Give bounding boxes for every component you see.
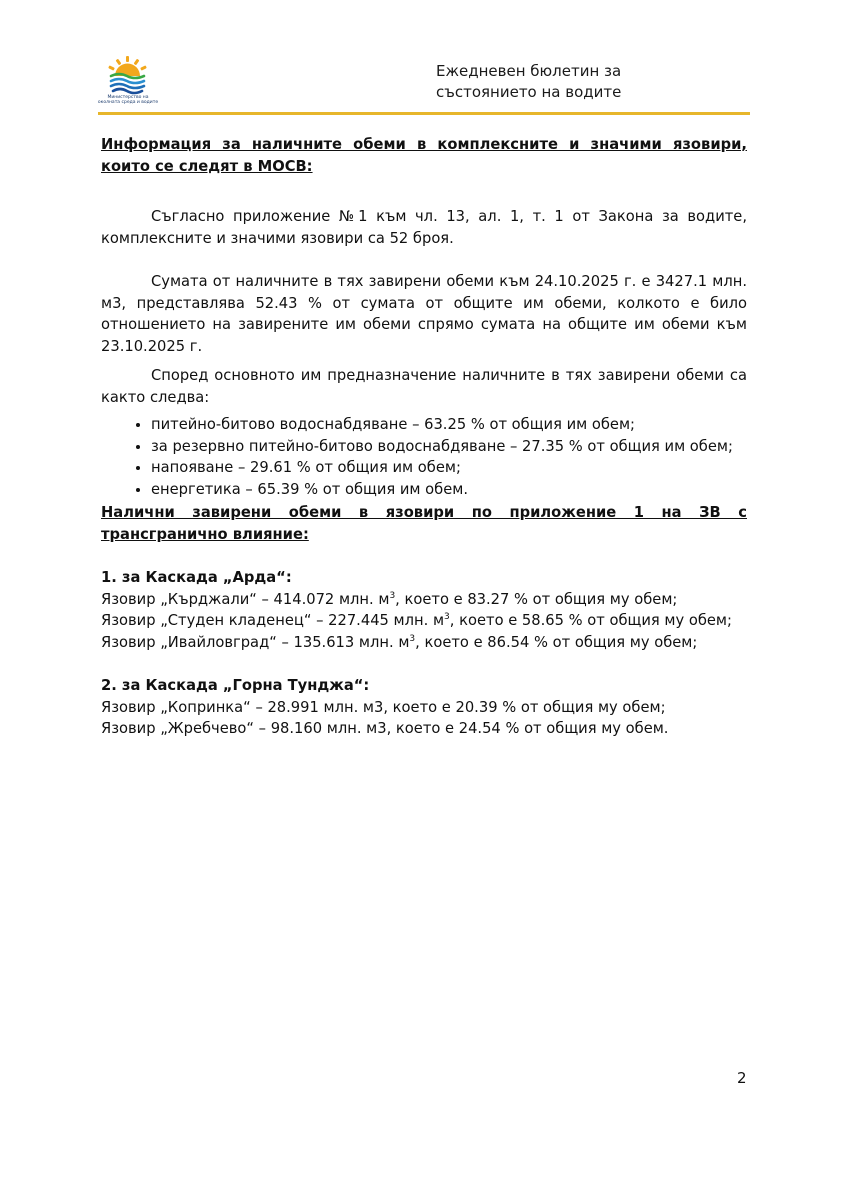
logo-caption-line2: околната среда и водите [97,100,159,105]
reservoir-line-kardzhali: Язовир „Кърджали“ – 414.072 млн. $м^3$, което е 83.27 % от общия му обем; [101,590,678,608]
arda-cascade-title: 1. за Каскада „Арда“: [101,569,292,586]
reservoir-line-zhrebchevo: Язовир „Жребчево“ – 98.160 млн. м3, което е 24.54 % от общия му обем. [101,720,669,737]
list-item: • за резервно питейно-битово водоснабдяване – 27.35 % от общия им обем; [151,436,747,458]
list-item: • питейно-битово водоснабдяване – 63.25 % от общия им обем; [151,414,747,436]
reservoir-line-studen-kladenets: Язовир „Студен кладенец“ – 227.445 млн. $м^3$, което е 58.65 % от общия му обем; [101,612,732,629]
header-divider [98,112,750,115]
list-item: • напояване – 29.61 % от общия им обем; [151,457,747,479]
sun-and-waves-logo-icon [97,56,159,96]
list-item: • енергетика – 65.39 % от общия им обем. [151,479,747,501]
bulletin-title [436,61,621,103]
document-body [101,134,747,740]
section2-heading: Налични завирени обеми в язовири по приложение 1 на ЗВ с трансгранично влияние: [101,504,747,543]
bulletin-title-line2: състоянието на водите [436,83,622,101]
section1-heading: Информация за наличните обеми в комплексните и значими язовири, които се следят в МОСВ: [101,136,747,175]
purpose-bullet-list [101,414,747,500]
logo-caption [97,95,159,105]
page-number: 2 [737,1069,747,1087]
bulletin-title-line1: Ежедневен бюлетин за [436,62,622,80]
reservoir-line-koprinka: Язовир „Копринка“ – 28.991 млн. м3, което е 20.39 % от общия му обем; [101,698,666,716]
section1-paragraph-2: Сумата от наличните в тях завирени обеми към 24.10.2025 г. е 3427.1 млн. м3, представлява 52.43 % от сумата от общите им обеми, колкото е било отношението на завирените им обеми спрямо сумата на общите им обеми към 23.10.2025 г. [101,273,747,355]
section1-paragraph-3: Според основното им предназначение наличните в тях завирени обеми са както следва: [101,367,747,406]
tundzha-cascade-title: 2. за Каскада „Горна Тунджа“: [101,677,370,694]
reservoir-line-ivaylovgrad: Язовир „Ивайловград“ – 135.613 млн. $м^3$, което е 86.54 % от общия му обем; [101,633,698,651]
logo-caption-line1: Министерство на [107,95,149,100]
section1-paragraph-1: Съгласно приложение №1 към чл. 13, ал. 1, т. 1 от Закона за водите, комплексните и значими язовири са 52 броя. [101,208,747,247]
